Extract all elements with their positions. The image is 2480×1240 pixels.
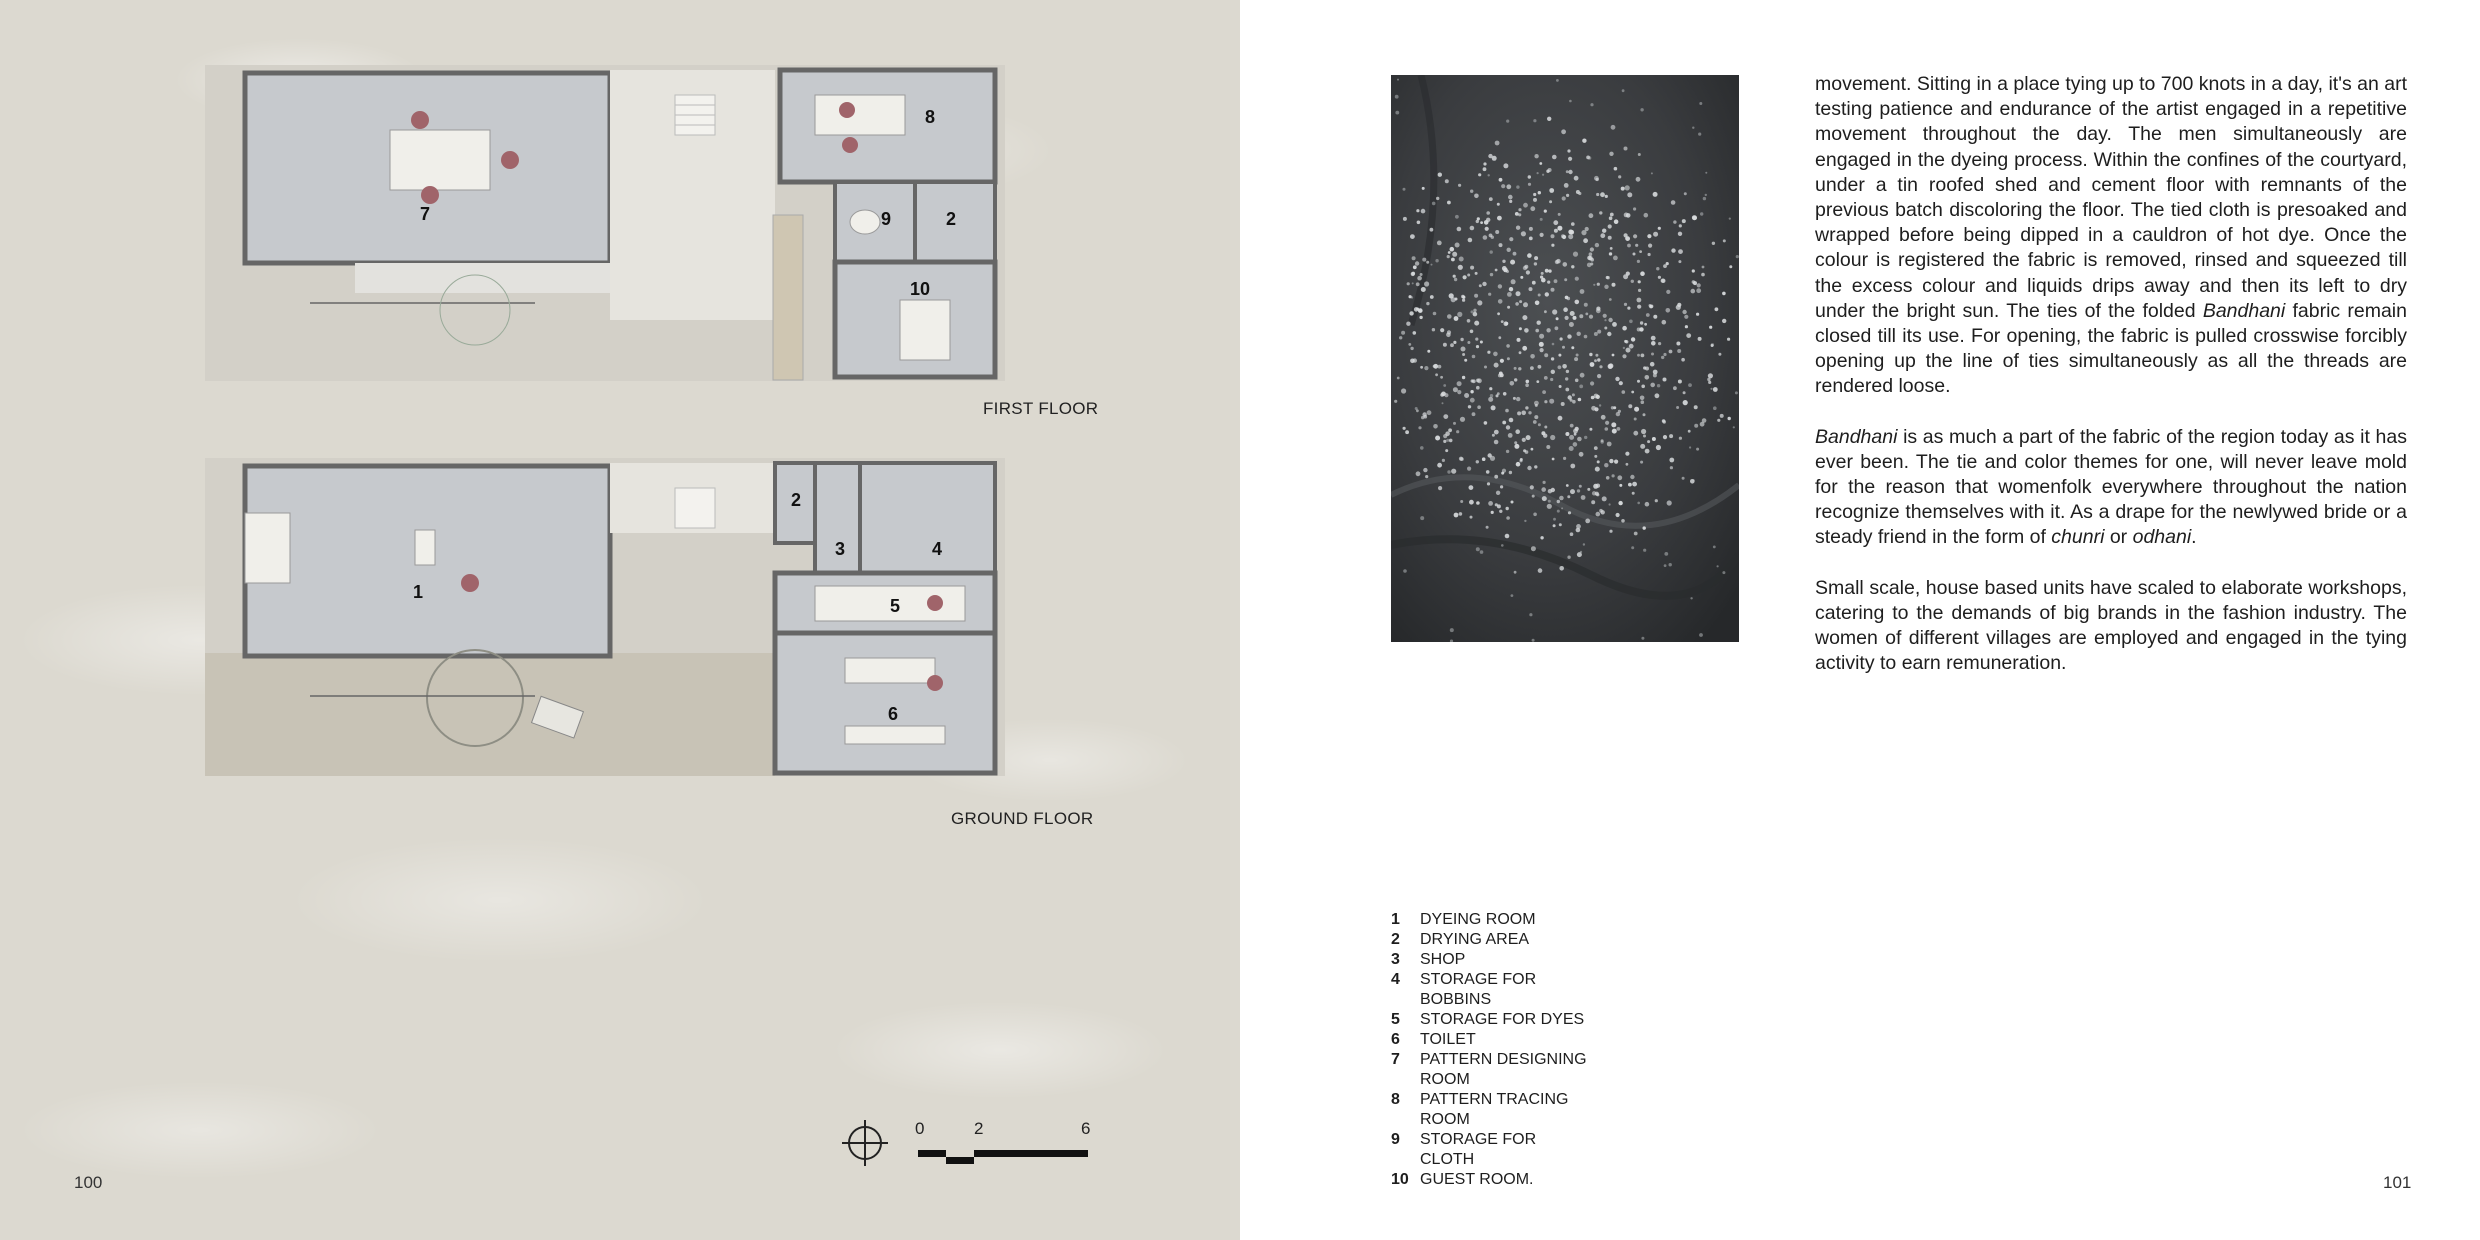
body-paragraph [1815,576,2407,677]
room-number-10: 10 [910,279,931,299]
legend-number: 8 [1391,1091,1400,1108]
room-number-1: 1 [413,582,424,602]
text-run: is as much a part of the fabric of the region today as it has ever been. The tie and color themes for one, will never leave mold for the reason that womenfolk everywhere throughout the nation recognize themselves with it. As a drape for the newlywed bride or a steady friend in the form of [1815,425,2407,549]
room-number-6: 6 [888,704,899,724]
body-text [1815,72,2407,701]
room-number-7: 7 [420,204,431,224]
page-number-right: 101 [2383,1173,2412,1192]
body-paragraph [1815,72,2407,400]
legend-label: TOILET [1420,1031,1476,1048]
legend-item [1391,1050,1590,1090]
legend-number: 4 [1391,971,1400,988]
text-run: or [2104,526,2133,549]
body-paragraph [1815,425,2407,551]
legend-item [1391,950,1590,970]
first-floor-plan [205,65,1005,385]
room-number-4: 4 [932,539,943,559]
page-number-left: 100 [74,1173,103,1192]
legend-number: 5 [1391,1011,1400,1028]
text-run: Small scale, house based units have scaled to elaborate workshops, catering to the demands of big brands in the fashion industry. The women of different villages are employed and engaged in the tying activity to earn remuneration. [1815,576,2407,675]
ground-floor-label: GROUND FLOOR [951,809,1094,828]
room-number-2: 2 [946,209,957,229]
room-number-2-ground: 2 [791,490,802,510]
scale-tick-2: 2 [974,1119,984,1138]
legend-number: 3 [1391,951,1400,968]
legend-label: STORAGE FOR CLOTH [1420,1131,1537,1168]
legend-number: 2 [1391,931,1400,948]
legend-number: 6 [1391,1031,1400,1048]
italic-term: chunri [2051,526,2105,549]
room-number-9: 9 [881,209,892,229]
legend-item [1391,930,1590,950]
legend-number: 7 [1391,1051,1400,1068]
legend-label: SHOP [1420,951,1466,968]
text-run: . [2191,526,2197,549]
room-legend [1391,910,1590,1190]
legend-label: STORAGE FOR BOBBINS [1420,971,1537,1008]
legend-label: PATTERN TRACING ROOM [1420,1091,1569,1128]
legend-label: GUEST ROOM. [1420,1171,1534,1188]
scale-tick-6: 6 [1081,1119,1091,1138]
legend-number: 1 [1391,911,1400,928]
ground-floor-plan [205,458,1005,778]
legend-item [1391,1170,1590,1190]
legend-item [1391,1130,1590,1170]
italic-term: Bandhani [1815,425,1898,448]
legend-label: DRYING AREA [1420,931,1530,948]
scale-tick-0: 0 [915,1119,925,1138]
first-floor-label: FIRST FLOOR [983,399,1099,418]
legend-item [1391,970,1590,1010]
italic-term: odhani [2132,526,2192,549]
legend-number: 10 [1391,1171,1409,1188]
legend-label: STORAGE FOR DYES [1420,1011,1585,1028]
legend-label: DYEING ROOM [1420,911,1536,928]
text-run: fabric remain closed till its use. For opening, the fabric is pulled crosswise forcibly opening up the line of ties simultaneously as all the threads are rendered loose. [1815,299,2407,398]
right-page [1240,0,2480,1240]
room-number-8: 8 [925,107,936,127]
north-arrow-icon [842,1120,888,1166]
legend-item [1391,1030,1590,1050]
text-run: movement. Sitting in a place tying up to 700 knots in a day, it's an art testing patience and endurance of the artist engaged in a repetitive movement throughout the day. The men simultaneously are engaged in the dyeing process. Within the confines of the courtyard, under a tin roofed shed and cement floor with remnants of the previous batch discoloring the floor. The tied cloth is presoaked and wrapped before being dipped in a cauldron of hot dye. Once the colour is registered the fabric is removed, rinsed and squeezed till the excess colour and liquids drips away and then its left to dry under the bright sun. The ties of the folded [1815,73,2407,322]
italic-term: Bandhani [2202,299,2286,322]
room-number-3: 3 [835,539,846,559]
room-number-5: 5 [890,596,901,616]
legend-item [1391,1010,1590,1030]
legend-item [1391,1090,1590,1130]
legend-label: PATTERN DESIGNING ROOM [1420,1051,1587,1088]
bandhani-fabric-photo [1391,75,1739,642]
legend-item [1391,910,1590,930]
legend-number: 9 [1391,1131,1400,1148]
scale-bar [840,1110,1110,1170]
